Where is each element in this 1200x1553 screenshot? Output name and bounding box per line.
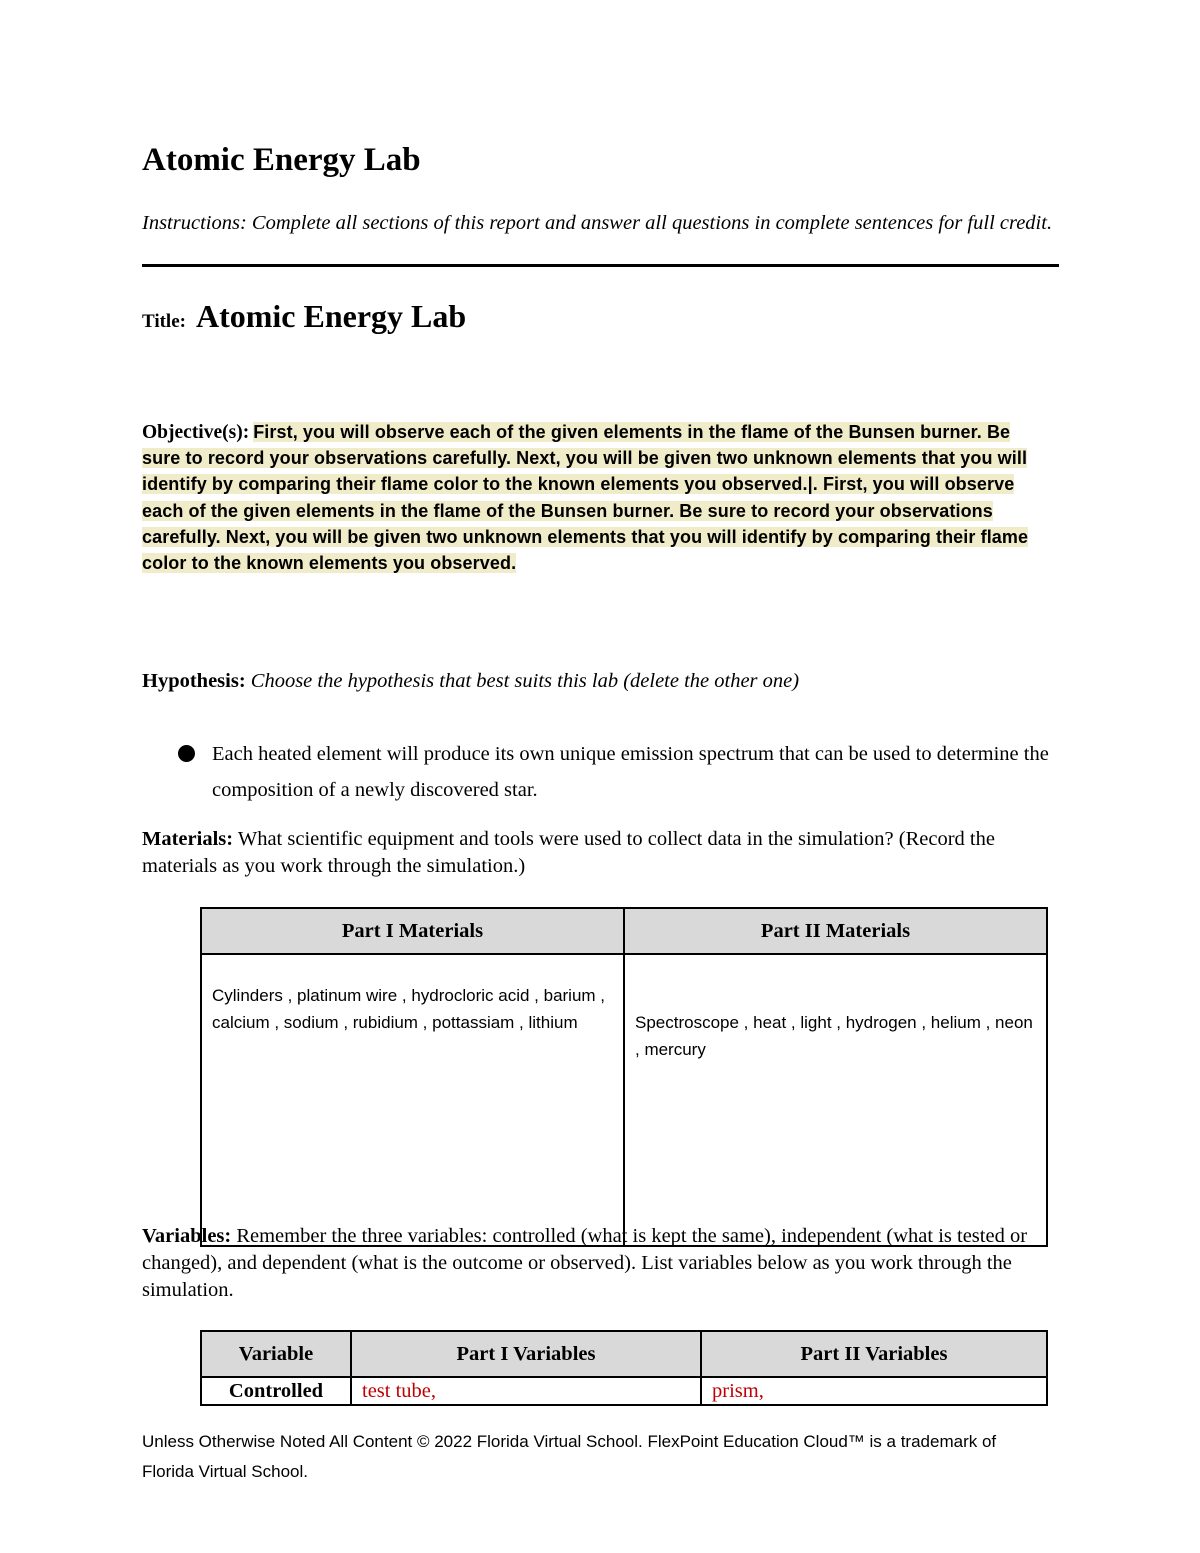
materials-prompt: What scientific equipment and tools were used to collect data in the simulation? (Record the materials as you work through the simulation.) [142, 828, 995, 877]
variables-controlled-part1[interactable]: test tube, [351, 1377, 701, 1405]
hypothesis-bullet-text[interactable]: Each heated element will produce its own unique emission spectrum that can be used to determine the composition of a newly discovered star. [212, 743, 1049, 801]
hypothesis-prompt: Choose the hypothesis that best suits this lab (delete the other one) [250, 670, 800, 692]
title-value[interactable]: Atomic Energy Lab [195, 298, 467, 334]
heading-divider [142, 264, 1059, 267]
materials-cell-part1[interactable]: Cylinders , platinum wire , hydrocloric acid , barium , calcium , sodium , rubidium , pottassiam , lithium [201, 954, 624, 1246]
variables-header-part2: Part II Variables [701, 1331, 1047, 1377]
variables-table [200, 1330, 1048, 1406]
variables-header-variable: Variable [201, 1331, 351, 1377]
materials-section [142, 826, 1052, 880]
objective-text[interactable]: First, you will observe each of the given elements in the flame of the Bunsen burner. Be sure to record your observations carefully. Next, you will be given two unknown elements that you will identify by comparing their flame color to the known elements you observed.|. First, you will observe each of the given elements in the flame of the Bunsen burner. Be sure to record your observations carefully. Next, you will be given two unknown elements that you will identify by comparing their flame color to the known elements you observed. [142, 422, 1029, 574]
variables-label: Variables: [142, 1225, 232, 1247]
objective-label: Objective(s): [142, 422, 250, 443]
materials-label: Materials: [142, 828, 234, 850]
variables-header-part1: Part I Variables [351, 1331, 701, 1377]
title-label: Title: [142, 311, 186, 332]
variables-section [142, 1223, 1054, 1304]
title-line [142, 298, 466, 335]
document-heading: Atomic Energy Lab [142, 142, 421, 178]
variables-row-label: Controlled [201, 1377, 351, 1405]
variables-header-row [201, 1331, 1047, 1377]
variables-controlled-part2[interactable]: prism, [701, 1377, 1047, 1405]
materials-header-row [201, 908, 1047, 954]
materials-cell-part2[interactable]: Spectroscope , heat , light , hydrogen , helium , neon , mercury [624, 954, 1047, 1246]
materials-header-part2: Part II Materials [624, 908, 1047, 954]
objective-section [142, 420, 1047, 577]
table-row [201, 1377, 1047, 1405]
materials-body-row [201, 954, 1047, 1246]
hypothesis-label: Hypothesis: [142, 670, 246, 692]
materials-table [200, 907, 1048, 1247]
instructions-text: Instructions: Complete all sections of this report and answer all questions in complete sentences for full credit. [142, 212, 1053, 234]
variables-prompt: Remember the three variables: controlled (what is kept the same), independent (what is tested or changed), and dependent (what is the outcome or observed). List variables below as you work through the simulation. [142, 1225, 1028, 1301]
footer-copyright: Unless Otherwise Noted All Content © 2022 Florida Virtual School. FlexPoint Education Cloud™ is a trademark of Florida Virtual School. [142, 1432, 997, 1481]
bullet-dot-icon [178, 745, 195, 762]
hypothesis-line [142, 670, 799, 693]
materials-header-part1: Part I Materials [201, 908, 624, 954]
